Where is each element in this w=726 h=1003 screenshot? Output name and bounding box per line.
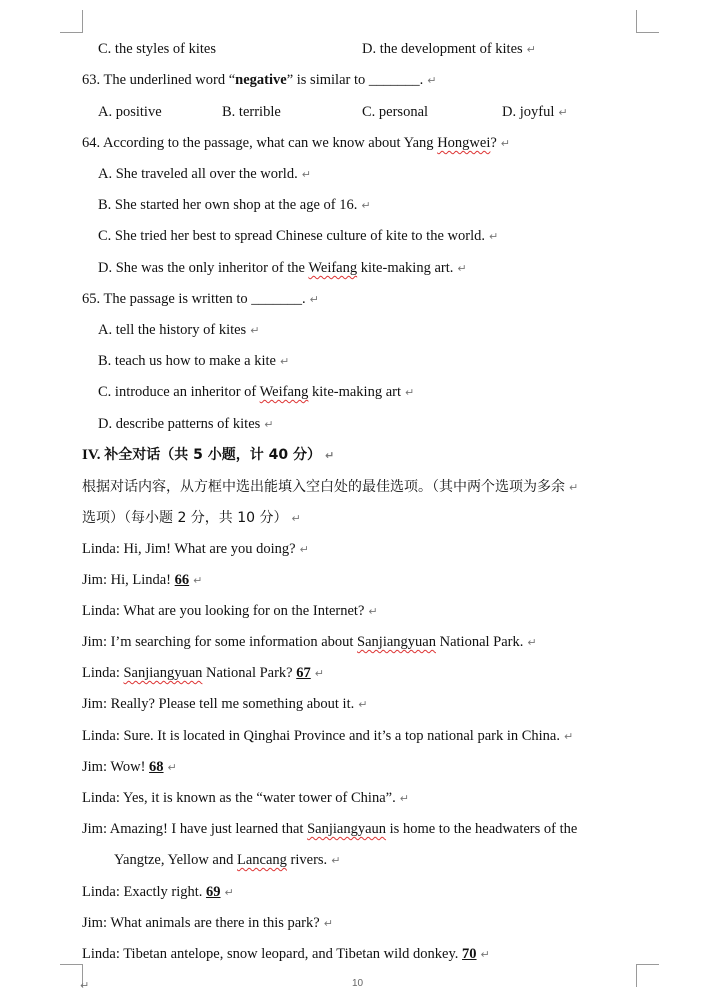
dialogue-line-10b-name: Lancang (237, 852, 287, 868)
q64-option-b (98, 196, 371, 215)
paragraph-mark-icon: ↵ (250, 324, 260, 337)
dialogue-line-7 (82, 727, 573, 746)
q65-option-d (98, 415, 274, 434)
paragraph-mark-icon: ↵ (488, 230, 499, 243)
section-4-heading-roman: IV. (82, 447, 101, 463)
q64-option-c-text: C. She tried her best to spread Chinese culture of kite to the world. (98, 228, 485, 244)
paragraph-mark-icon: ↵ (291, 512, 301, 525)
paragraph-mark-icon: ↵ (331, 854, 341, 867)
paragraph-mark-icon: ↵ (309, 293, 319, 306)
q65-option-a-text: A. tell the history of kites (98, 322, 247, 338)
dialogue-line-10-name: Sanjiangyaun (307, 821, 387, 837)
paragraph-mark-icon: ↵ (324, 449, 335, 462)
q63-option-a (98, 103, 162, 121)
q65-stem (82, 290, 319, 309)
q65-option-d-text: D. describe patterns of kites (98, 416, 261, 432)
q63-stem-post: ” is similar to _______. (286, 72, 424, 88)
q63-option-d-text: D. joyful (502, 104, 555, 120)
dialogue-line-13-text: Linda: Tibetan antelope, snow leopard, and Tibetan wild donkey. (82, 946, 463, 962)
blank-70: 70 (462, 946, 477, 962)
dialogue-line-8 (82, 758, 177, 777)
dialogue-line-9 (82, 789, 409, 808)
dialogue-line-6-text: Jim: Really? Please tell me something about it. (82, 696, 355, 712)
dialogue-line-12 (82, 914, 333, 933)
dialogue-line-6 (82, 695, 367, 714)
q63-stem-pre: 63. The underlined word “ (82, 72, 236, 88)
dialogue-line-5 (82, 664, 324, 683)
page-corner-mark-top-right (636, 10, 659, 33)
blank-66: 66 (174, 572, 190, 588)
blank-67: 67 (296, 665, 311, 681)
paragraph-mark-icon: ↵ (361, 199, 371, 212)
paragraph-mark-icon: ↵ (480, 948, 490, 961)
page-number: 10 (352, 978, 364, 989)
q64-stem-pre: 64. According to the passage, what can we know about Yang (82, 135, 438, 151)
dialogue-line-2-text: Jim: Hi, Linda! (82, 572, 175, 588)
dialogue-line-7-text: Linda: Sure. It is located in Qinghai Province and it’s a top national park in China. (82, 728, 560, 744)
dialogue-line-2 (82, 571, 202, 590)
dialogue-line-10-post: is home to the headwaters of the (386, 821, 578, 837)
paragraph-mark-icon: ↵ (527, 636, 537, 649)
paragraph-mark-icon: ↵ (558, 106, 568, 119)
paragraph-mark-icon: ↵ (526, 43, 536, 56)
section-4-heading (82, 446, 334, 465)
q64-option-b-text: B. She started her own shop at the age of 16. (98, 197, 358, 213)
dialogue-line-5-pre: Linda: (82, 665, 124, 681)
paragraph-mark-icon: ↵ (299, 543, 309, 556)
q63-option-d (502, 103, 568, 122)
dialogue-line-10 (82, 820, 577, 838)
q63-stem (82, 71, 436, 90)
paragraph-mark-icon: ↵ (323, 917, 333, 930)
section-4-instruction-line-2 (82, 509, 301, 528)
dialogue-line-10b-post: rivers. (286, 852, 328, 868)
dialogue-line-1-text: Linda: Hi, Jim! What are you doing? (82, 541, 296, 557)
q63-option-a-text: A. positive (98, 104, 162, 120)
q64-option-a (98, 165, 311, 184)
q63-option-b (222, 103, 281, 121)
dialogue-line-3-text: Linda: What are you looking for on the Internet? (82, 603, 365, 619)
paragraph-mark-icon: ↵ (457, 262, 467, 275)
paragraph-mark-icon: ↵ (405, 386, 415, 399)
page-corner-mark-bottom-right (636, 964, 659, 987)
q65-option-c-name: Weifang (259, 384, 309, 400)
dialogue-line-5-name: Sanjiangyuan (123, 665, 203, 681)
q64-stem (82, 134, 510, 153)
paragraph-mark-icon: ↵ (193, 574, 203, 587)
paragraph-mark-icon: ↵ (427, 74, 437, 87)
dialogue-line-4 (82, 633, 537, 652)
q65-option-c (98, 383, 414, 402)
paragraph-mark-icon: ↵ (314, 667, 324, 680)
q65-stem-text: 65. The passage is written to _______. (82, 291, 306, 307)
q64-option-a-text: A. She traveled all over the world. (98, 166, 298, 182)
dialogue-line-11 (82, 883, 234, 902)
dialogue-line-9-text: Linda: Yes, it is known as the “water tower of China”. (82, 790, 396, 806)
q64-stem-post: ? (490, 135, 497, 151)
dialogue-line-3 (82, 602, 378, 621)
q64-option-d-post: kite-making art. (357, 260, 454, 276)
section-4-heading-text: 补全对话（共 5 小题，计 40 分） (104, 447, 321, 463)
q65-option-c-post: kite-making art (308, 384, 401, 400)
blank-69: 69 (206, 884, 221, 900)
paragraph-mark-icon: ↵ (301, 168, 311, 181)
q63-option-c (362, 103, 428, 121)
q65-option-a (98, 321, 259, 340)
section-4-instruction-1-text: 根据对话内容，从方框中选出能填入空白处的最佳选项。（其中两个选项为多余 (82, 479, 565, 495)
q63-option-c-text: C. personal (362, 104, 429, 120)
dialogue-line-10-continued (114, 851, 340, 870)
q62-option-d-text: D. the development of kites (362, 41, 523, 57)
paragraph-mark-icon: ↵ (500, 137, 511, 150)
q64-option-d-pre: D. She was the only inheritor of the (98, 260, 309, 276)
paragraph-mark-icon: ↵ (279, 355, 290, 368)
dialogue-line-12-text: Jim: What animals are there in this park? (82, 915, 320, 931)
q65-option-b-text: B. teach us how to make a kite (98, 353, 276, 369)
dialogue-line-4-pre: Jim: I’m searching for some information about (82, 634, 358, 650)
q63-option-b-text: B. terrible (222, 104, 281, 120)
dialogue-line-1 (82, 540, 309, 559)
paragraph-mark-icon: ↵ (399, 792, 409, 805)
q65-option-c-pre: C. introduce an inheritor of (98, 384, 260, 400)
dialogue-line-11-text: Linda: Exactly right. (82, 884, 207, 900)
paragraph-mark-icon: ↵ (358, 698, 368, 711)
q62-option-d (362, 40, 536, 59)
page-corner-mark-top-left (60, 10, 83, 33)
dialogue-line-10b-pre: Yangtze, Yellow and (114, 852, 237, 868)
q64-option-d-name: Weifang (308, 260, 358, 276)
q64-option-c (98, 227, 498, 246)
paragraph-mark-icon: ↵ (80, 979, 90, 992)
dialogue-line-4-post: National Park. (435, 634, 524, 650)
q65-option-b (98, 352, 289, 371)
q62-option-c-text: C. the styles of kites (98, 41, 217, 57)
paragraph-mark-icon: ↵ (368, 605, 378, 618)
dialogue-line-13 (82, 945, 490, 964)
footer-paragraph-mark (80, 976, 89, 995)
dialogue-line-8-text: Jim: Wow! (82, 759, 150, 775)
q64-option-d (98, 259, 467, 278)
paragraph-mark-icon: ↵ (264, 418, 274, 431)
q62-option-c (98, 40, 216, 58)
dialogue-line-4-name: Sanjiangyuan (357, 634, 436, 650)
paragraph-mark-icon: ↵ (224, 886, 234, 899)
q64-stem-name: Hongwei (437, 135, 491, 151)
section-4-instruction-2-text: 选项）（每小题 2 分，共 10 分） (82, 510, 288, 526)
paragraph-mark-icon: ↵ (167, 761, 177, 774)
blank-68: 68 (149, 759, 164, 775)
paragraph-mark-icon: ↵ (564, 730, 574, 743)
section-4-instruction-line-1 (82, 478, 578, 497)
dialogue-line-5-post: National Park? (202, 665, 297, 681)
q63-stem-word: negative (235, 72, 287, 88)
paragraph-mark-icon: ↵ (569, 481, 579, 494)
dialogue-line-10-pre: Jim: Amazing! I have just learned that (82, 821, 308, 837)
